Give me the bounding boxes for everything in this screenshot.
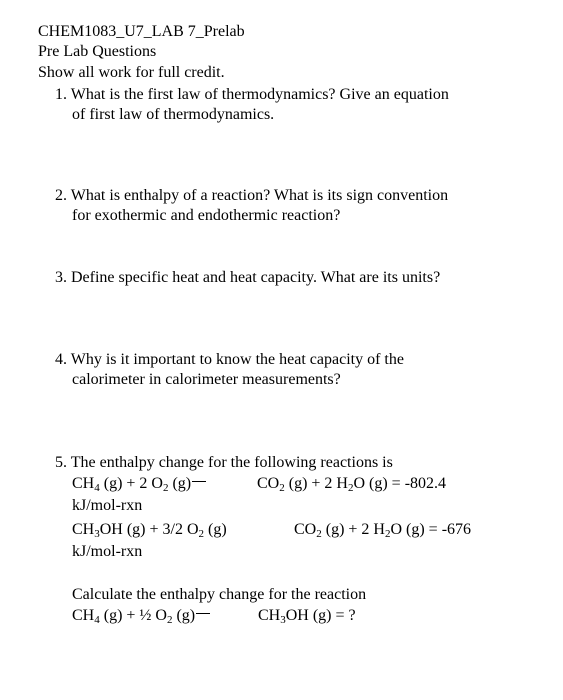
question-number: 2.: [55, 187, 67, 204]
document-subtitle: Pre Lab Questions: [38, 43, 157, 60]
reaction-arrow-icon: [196, 613, 210, 614]
question-2: [55, 186, 448, 206]
reaction-1-units: kJ/mol-rxn: [72, 497, 143, 514]
reaction-arrow-icon: [192, 481, 206, 482]
question-4: [55, 350, 404, 370]
question-number: 5.: [55, 454, 67, 471]
reaction-2-reactants: $CH_3OH$ (g) + 3/2 $O_2$ (g): [72, 521, 227, 540]
question-5: [55, 453, 393, 473]
calculate-instruction: Calculate the enthalpy change for the reaction: [72, 586, 367, 603]
question-number: 3.: [55, 269, 67, 286]
reaction-1-reactants: $CH_4$ (g) + 2 $O_2$ (g): [72, 474, 206, 494]
question-text: The enthalpy change for the following reactions is: [70, 454, 393, 471]
question-text: Why is it important to know the heat capacity of the: [70, 351, 404, 368]
question-2-continued: for exothermic and endothermic reaction?: [72, 207, 341, 224]
question-4-continued: calorimeter in calorimeter measurements?: [72, 371, 341, 388]
question-3: [55, 268, 440, 288]
reaction-1-products: $CO_2$ (g) + 2 $H_2O$ (g) = -802.4: [257, 475, 447, 494]
reaction-2-units: kJ/mol-rxn: [72, 543, 143, 560]
question-1: [55, 85, 449, 105]
document-title: CHEM1083_U7_LAB 7_Prelab: [38, 23, 245, 40]
question-text: Define specific heat and heat capacity. What are its units?: [71, 269, 441, 286]
target-reaction-products: $CH_3OH$ (g) = ?: [258, 607, 356, 626]
question-number: 4.: [55, 351, 67, 368]
target-reaction-reactants: $CH_4$ (g) + ½ $O_2$ (g): [72, 606, 210, 626]
instruction-text: Show all work for full credit.: [38, 64, 225, 81]
question-1-continued: of first law of thermodynamics.: [72, 106, 275, 123]
question-number: 1.: [55, 86, 67, 103]
question-text: What is enthalpy of a reaction? What is its sign convention: [70, 187, 449, 204]
reaction-2-products: $CO_2$ (g) + 2 $H_2O$ (g) = -676: [294, 521, 472, 540]
question-text: What is the first law of thermodynamics? Give an equation: [70, 86, 449, 103]
